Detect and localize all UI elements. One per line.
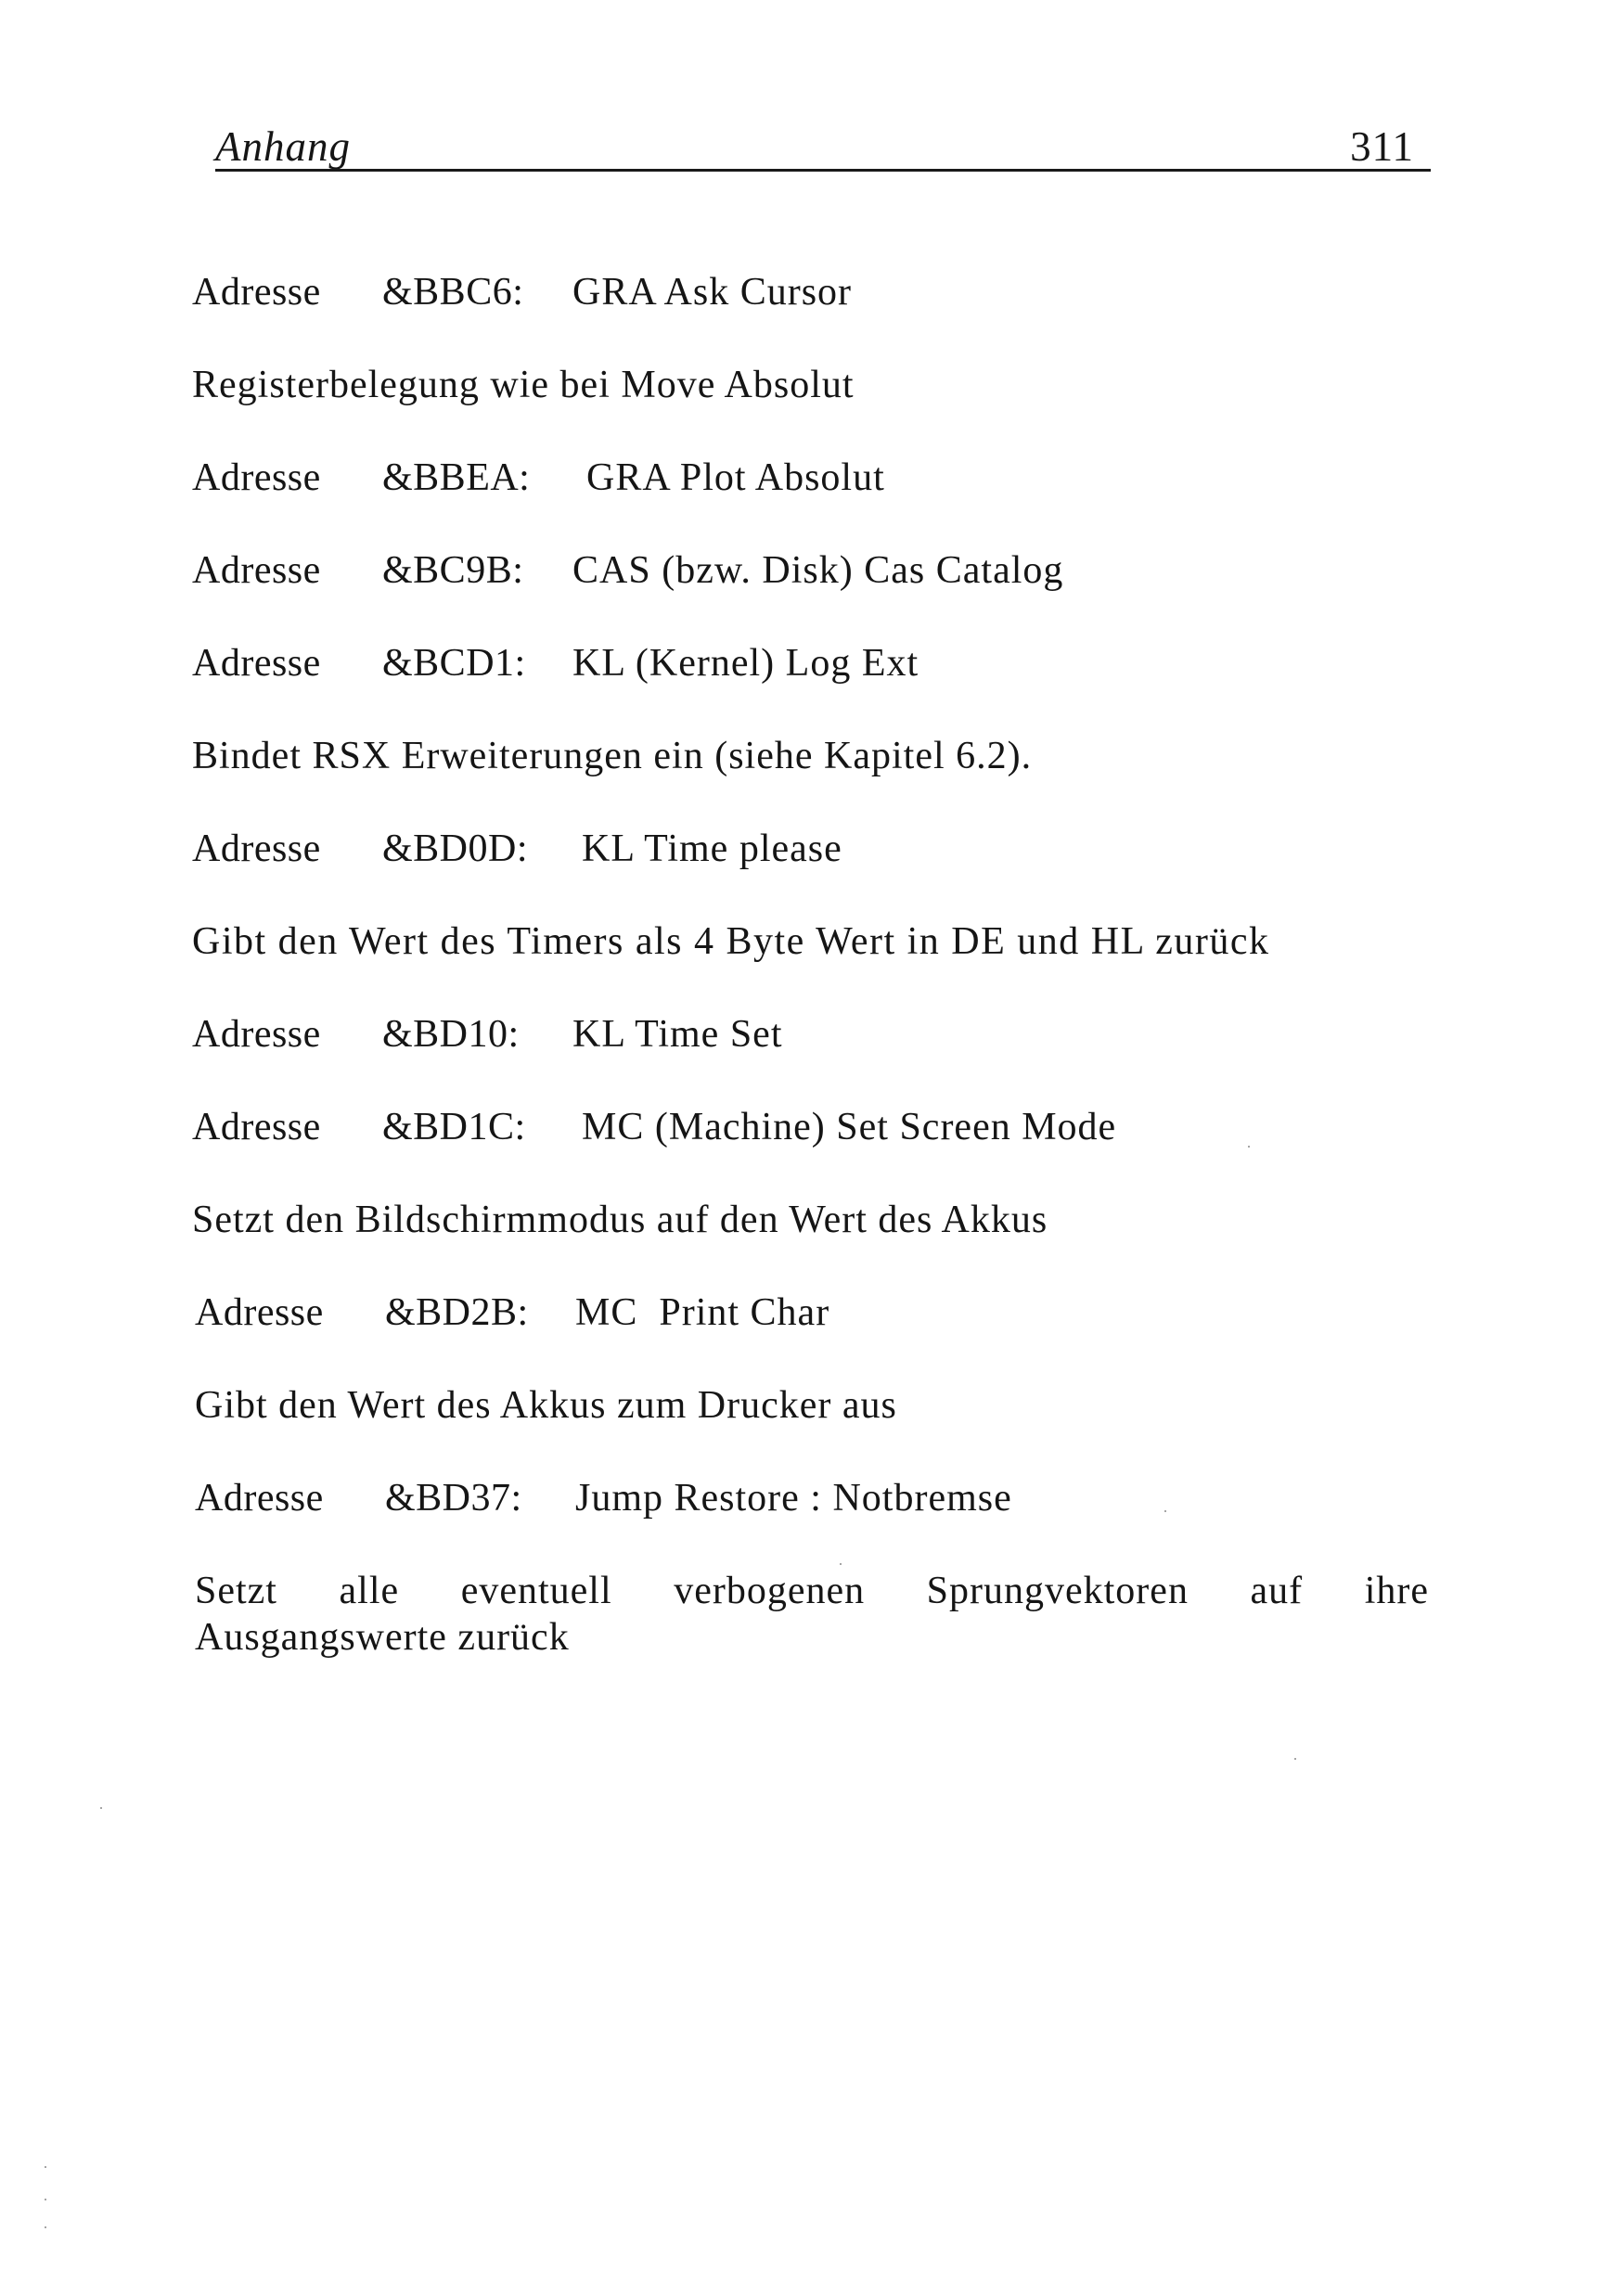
scan-speck [45, 2199, 46, 2200]
note-register-usage: Registerbelegung wie bei Move Absolut [192, 364, 855, 406]
scan-speck [1164, 1510, 1166, 1512]
note-word: auf [1250, 1570, 1304, 1612]
address-description: CAS (bzw. Disk) Cas Catalog [572, 549, 1064, 592]
address-entry-bd37 [195, 1475, 1434, 1521]
scan-speck [840, 1563, 842, 1565]
note-word: Sprungvektoren [926, 1570, 1189, 1612]
note-screen-mode: Setzt den Bildschirmmodus auf den Wert des Akkus [192, 1199, 1048, 1241]
scan-speck [45, 2166, 46, 2168]
note-word: ihre [1364, 1570, 1429, 1612]
note-jump-restore-line1 [195, 1568, 1429, 1614]
note-word: Setzt [195, 1570, 277, 1612]
note-word: verbogenen [674, 1570, 866, 1612]
page-header [215, 121, 1431, 172]
address-label: Adresse [192, 271, 321, 314]
scan-speck [100, 1807, 102, 1809]
address-description: MC (Machine) Set Screen Mode [582, 1106, 1117, 1148]
address-code: &BD1C: [382, 1106, 526, 1148]
note-jump-restore-line2: Ausgangswerte zurück [195, 1616, 570, 1659]
address-description: KL Time Set [572, 1013, 783, 1056]
address-description: MC Print Char [575, 1291, 830, 1334]
address-label: Adresse [192, 642, 321, 685]
address-label: Adresse [192, 549, 321, 592]
address-code: &BD2B: [385, 1291, 529, 1334]
address-code: &BD0D: [382, 827, 529, 870]
page-number: 311 [1350, 123, 1414, 170]
address-code: &BC9B: [382, 549, 524, 592]
address-description: GRA Ask Cursor [572, 271, 853, 314]
address-label: Adresse [195, 1291, 324, 1334]
address-label: Adresse [192, 1013, 321, 1056]
address-entry-bd0d [192, 826, 1431, 872]
address-label: Adresse [192, 1106, 321, 1148]
note-word: eventuell [460, 1570, 612, 1612]
address-code: &BBEA: [382, 456, 531, 499]
address-entry-bd10 [192, 1011, 1431, 1058]
scan-speck [1294, 1758, 1296, 1760]
note-print-char: Gibt den Wert des Akkus zum Drucker aus [195, 1384, 897, 1427]
address-entry-bd1c [192, 1104, 1431, 1150]
address-code: &BBC6: [382, 271, 524, 314]
address-entry-bc9b [192, 547, 1431, 594]
note-timer-value: Gibt den Wert des Timers als 4 Byte Wert in DE und HL zurück [192, 920, 1270, 963]
address-description: Jump Restore : Notbremse [575, 1477, 1012, 1520]
address-label: Adresse [195, 1477, 324, 1520]
address-entry-bbc6 [192, 269, 1431, 315]
address-description: KL Time please [582, 827, 842, 870]
note-rsx-extensions: Bindet RSX Erweiterungen ein (siehe Kapitel 6.2). [192, 735, 1033, 777]
address-entry-bbea [192, 455, 1431, 501]
address-code: &BCD1: [382, 642, 526, 685]
running-header-title: Anhang [215, 123, 351, 170]
address-label: Adresse [192, 456, 321, 499]
scan-speck [45, 2226, 46, 2228]
address-code: &BD37: [385, 1477, 522, 1520]
address-entry-bd2b [195, 1289, 1434, 1336]
address-description: KL (Kernel) Log Ext [572, 642, 919, 685]
address-entry-bcd1 [192, 640, 1431, 686]
address-code: &BD10: [382, 1013, 520, 1056]
address-description: GRA Plot Absolut [586, 456, 885, 499]
address-label: Adresse [192, 827, 321, 870]
scan-speck [1248, 1146, 1250, 1148]
note-word: alle [339, 1570, 400, 1612]
